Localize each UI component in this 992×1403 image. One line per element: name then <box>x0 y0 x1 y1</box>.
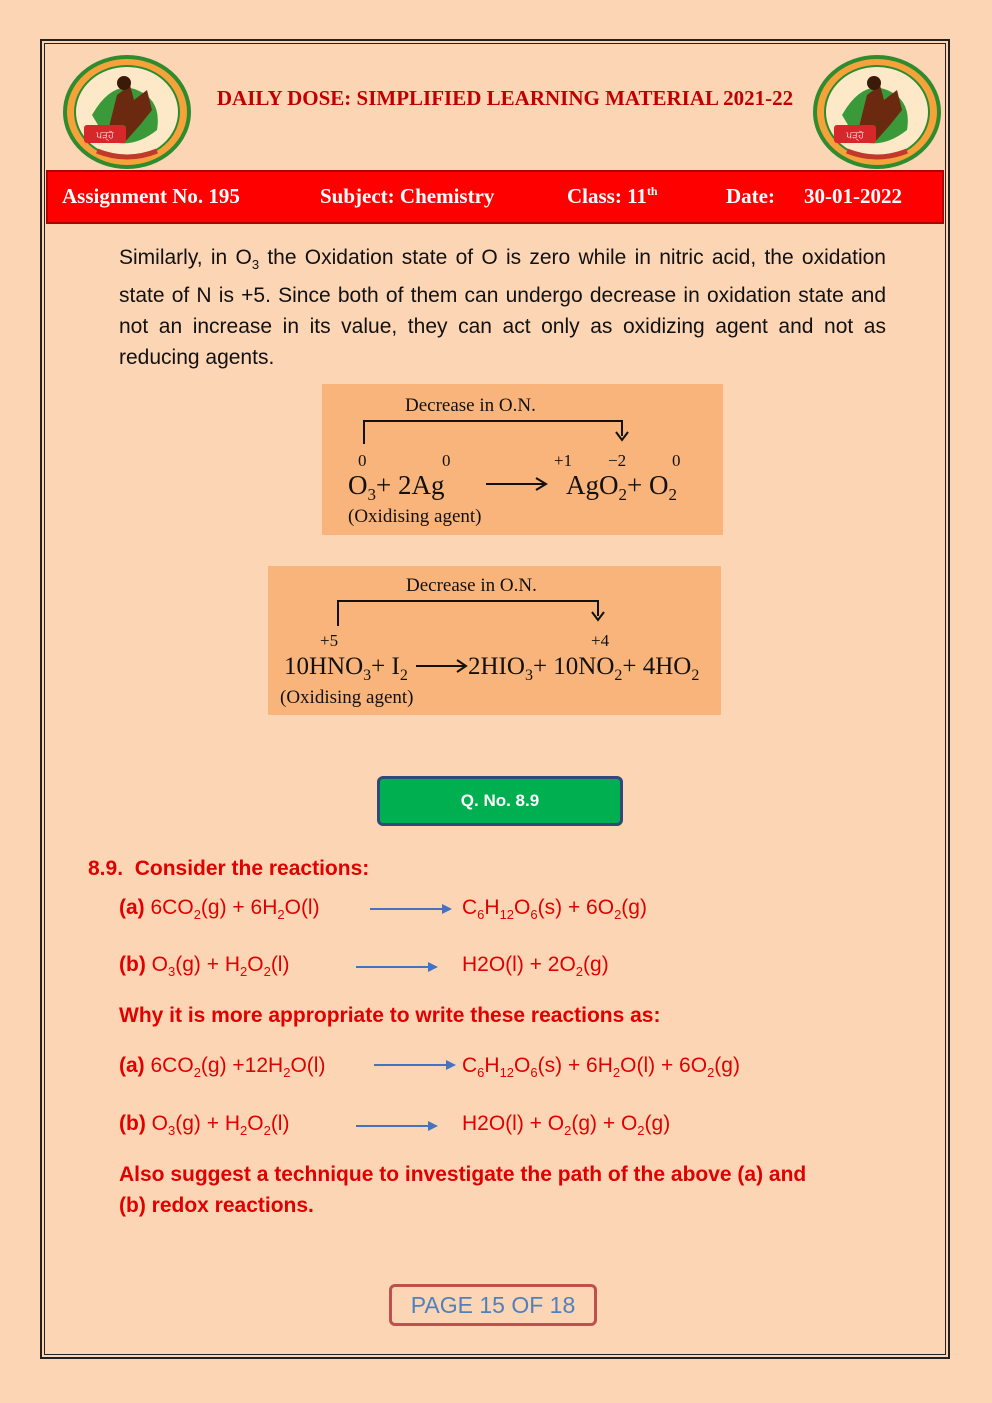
equation-hno3-i2-image <box>268 566 721 715</box>
svg-text:−2: −2 <box>608 451 627 470</box>
svg-text:0: 0 <box>358 451 367 470</box>
assignment-info-bar <box>46 170 944 224</box>
reaction-a2-lhs: (a) $6CO_2(g) +12H_2O(l)$ <box>119 1054 326 1081</box>
date-value: 30-01-2022 <box>804 184 902 208</box>
question-suggest-text-2: (b) redox reactions. <box>119 1194 314 1217</box>
svg-text:AgO2+ O2: $AgO_2+ O_2$ <box>566 470 677 504</box>
right-arrow-icon <box>372 1058 458 1072</box>
reaction-a-lhs: (a) $6CO_2(g) + 6H_2O(l)$ <box>119 896 320 923</box>
reaction-a-rhs: $C_6H_{12}O_6(s) + 6O_2(g)$ <box>462 896 647 923</box>
reaction-b-lhs: (b) $O_3(g) + H_2O_2(l)$ <box>119 953 290 980</box>
svg-text:(Oxidising agent): (Oxidising agent) <box>280 687 414 708</box>
reaction-b-rhs: $H2O(l) + 2O_2(g)$ <box>462 953 609 980</box>
equation-o3-ag-image <box>322 384 723 535</box>
question-heading: 8.9. Consider the reactions: <box>88 857 370 880</box>
svg-text:O3+ 2Ag: $O_3+ 2Ag$ <box>348 470 445 504</box>
svg-text:+4: +4 <box>591 631 610 650</box>
svg-text:(Oxidising agent): (Oxidising agent) <box>348 506 482 527</box>
question-suggest-text: Also suggest a technique to investigate the path of the above (a) and <box>119 1163 807 1186</box>
svg-text:0: 0 <box>672 451 681 470</box>
svg-text:2HIO3+ 10NO2+ 4HO2: $2HIO_3+ 10NO_2+ 4HO_2$ <box>468 653 700 684</box>
subject: Subject: Chemistry <box>320 184 495 208</box>
question-why-text: Why it is more appropriate to write these reactions as: <box>119 1004 661 1027</box>
reaction-a2-rhs: $C_6H_{12}O_6(s) + 6H_2O(l) + 6O_2(g)$ <box>462 1054 740 1081</box>
right-arrow-icon <box>368 902 454 916</box>
svg-text:10HNO3+ I2: $10HNO_3+ I_2$ <box>284 653 408 684</box>
assignment-number: Assignment No. 195 <box>62 184 240 208</box>
decrease-label: Decrease in O.N. <box>405 395 536 416</box>
class-info: Class: 11th <box>567 184 658 208</box>
svg-text:0: 0 <box>442 451 451 470</box>
intro-paragraph: Similarly, in $O_3$ the Oxidation state of O is zero while in nitric acid, the oxidation state of N is +5. Since both of them can undergo decrease in oxidation state and not an increase in its value, they can act only as oxidizing agent and not as reducing agents. <box>119 246 886 370</box>
reaction-b2-lhs: (b) $O_3(g) + H_2O_2(l)$ <box>119 1112 290 1139</box>
svg-text:ਪੜ੍ਹੋ: ਪੜ੍ਹੋ <box>846 131 864 141</box>
date-label: Date: <box>726 184 775 208</box>
page-number: PAGE 15 OF 18 <box>389 1284 597 1326</box>
svg-text:+5: +5 <box>320 631 339 650</box>
decrease-label: Decrease in O.N. <box>406 575 537 596</box>
padho-punjab-logo-icon <box>62 55 192 170</box>
svg-text:+1: +1 <box>554 451 573 470</box>
header-title: DAILY DOSE: SIMPLIFIED LEARNING MATERIAL 2021-22 <box>216 86 794 110</box>
right-arrow-icon <box>354 1119 440 1133</box>
reaction-b2-rhs: $H2O(l) + O_2(g) + O_2(g)$ <box>462 1112 671 1139</box>
padho-punjab-logo-icon <box>812 55 942 170</box>
right-arrow-icon <box>354 960 440 974</box>
question-number-button[interactable]: Q. No. 8.9 <box>377 776 623 826</box>
svg-text:ਪੜ੍ਹੋ: ਪੜ੍ਹੋ <box>96 131 114 141</box>
